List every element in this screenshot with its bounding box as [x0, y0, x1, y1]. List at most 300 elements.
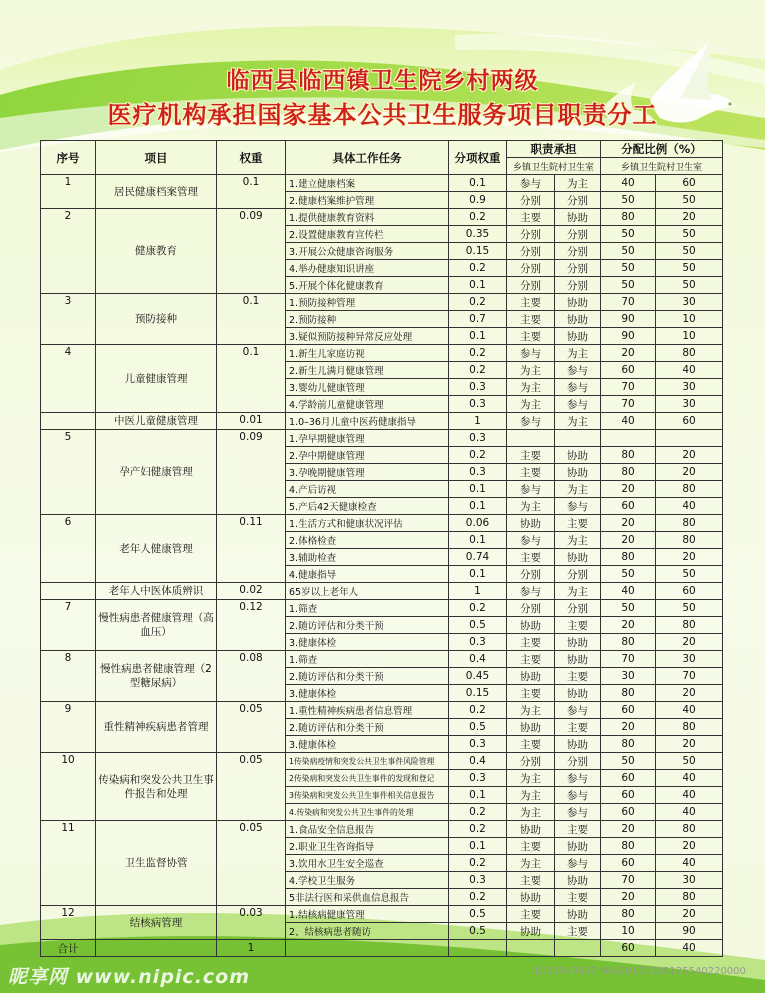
weight-cell: 0.1	[217, 345, 286, 413]
duty-township-cell: 为主	[507, 396, 555, 413]
ratio-village-cell: 90	[656, 923, 723, 940]
table-row	[41, 515, 723, 532]
duty-township-cell: 为主	[507, 787, 555, 804]
duty-township-cell: 主要	[507, 906, 555, 923]
item-cell: 健康教育	[96, 209, 217, 294]
ratio-village-cell: 40	[656, 804, 723, 821]
ratio-village-cell: 50	[656, 566, 723, 583]
weight-cell: 0.01	[217, 413, 286, 430]
sub-weight-cell: 0.1	[449, 328, 507, 345]
table-row	[41, 345, 723, 362]
task-cell: 4.健康指导	[286, 566, 449, 583]
duty-village-cell: 分别	[555, 243, 601, 260]
ratio-village-cell: 80	[656, 532, 723, 549]
task-cell: 1.筛查	[286, 600, 449, 617]
task-cell: 3.孕晚期健康管理	[286, 464, 449, 481]
ratio-township-cell: 50	[601, 277, 656, 294]
task-cell: 3.辅助检查	[286, 549, 449, 566]
duty-village-cell: 为主	[555, 175, 601, 192]
task-cell: 5非法行医和采供血信息报告	[286, 889, 449, 906]
weight-cell: 0.05	[217, 821, 286, 906]
task-cell: 5.开展个体化健康教育	[286, 277, 449, 294]
task-cell: 3.开展公众健康咨询服务	[286, 243, 449, 260]
table-row	[41, 430, 723, 447]
duty-village-cell: 主要	[555, 515, 601, 532]
ratio-village-cell: 50	[656, 243, 723, 260]
ratio-township-cell: 20	[601, 889, 656, 906]
ratio-village-cell: 60	[656, 175, 723, 192]
ratio-village-cell: 30	[656, 294, 723, 311]
ratio-village-cell: 40	[656, 702, 723, 719]
sub-weight-cell: 0.2	[449, 260, 507, 277]
ratio-village-cell: 10	[656, 311, 723, 328]
duty-village-cell: 主要	[555, 668, 601, 685]
ratio-township-cell: 80	[601, 685, 656, 702]
task-cell: 1.新生儿家庭访视	[286, 345, 449, 362]
total-weight: 1	[217, 940, 286, 957]
item-cell: 卫生监督协管	[96, 821, 217, 906]
ratio-township-cell: 60	[601, 498, 656, 515]
ratio-village-cell: 10	[656, 328, 723, 345]
item-cell: 预防接种	[96, 294, 217, 345]
task-cell: 1.建立健康档案	[286, 175, 449, 192]
ratio-township-cell: 60	[601, 804, 656, 821]
seq-cell: 5	[41, 430, 96, 515]
header-ratio: 分配比例（%）	[601, 141, 723, 158]
ratio-village-cell: 20	[656, 736, 723, 753]
duty-township-cell: 分别	[507, 600, 555, 617]
duty-village-cell: 参与	[555, 770, 601, 787]
total-task-empty	[286, 940, 449, 957]
sub-weight-cell: 0.2	[449, 821, 507, 838]
duty-township-cell: 主要	[507, 838, 555, 855]
duty-township-cell: 为主	[507, 362, 555, 379]
sub-weight-cell: 0.3	[449, 464, 507, 481]
weight-cell: 0.1	[217, 175, 286, 209]
duty-village-cell: 主要	[555, 923, 601, 940]
task-cell: 2.健康档案维护管理	[286, 192, 449, 209]
task-cell: 2传染病和突发公共卫生事件的发现和登记	[286, 770, 449, 787]
duty-village-cell: 分别	[555, 600, 601, 617]
ratio-village-cell: 50	[656, 260, 723, 277]
ratio-village-cell: 40	[656, 787, 723, 804]
duty-township-cell: 主要	[507, 464, 555, 481]
seq-cell	[41, 583, 96, 600]
task-cell: 3.健康体检	[286, 736, 449, 753]
seq-cell: 3	[41, 294, 96, 345]
ratio-township-cell: 80	[601, 838, 656, 855]
sub-weight-cell: 0.15	[449, 685, 507, 702]
table-row	[41, 753, 723, 770]
ratio-township-cell: 80	[601, 464, 656, 481]
header-item: 项目	[96, 141, 217, 175]
ratio-village-cell: 50	[656, 277, 723, 294]
sub-weight-cell: 0.5	[449, 719, 507, 736]
ratio-township-cell: 50	[601, 226, 656, 243]
duty-township-cell: 主要	[507, 685, 555, 702]
duty-village-cell: 协助	[555, 685, 601, 702]
duty-village-cell: 协助	[555, 549, 601, 566]
ratio-township-cell: 40	[601, 583, 656, 600]
sub-weight-cell: 0.74	[449, 549, 507, 566]
task-cell: 5.产后42天健康检查	[286, 498, 449, 515]
ratio-village-cell: 20	[656, 447, 723, 464]
task-cell: 2.职业卫生咨询指导	[286, 838, 449, 855]
duty-village-cell: 分别	[555, 226, 601, 243]
ratio-village-cell: 20	[656, 464, 723, 481]
sub-weight-cell: 0.1	[449, 787, 507, 804]
weight-cell: 0.12	[217, 600, 286, 651]
task-cell: 3.健康体检	[286, 685, 449, 702]
duty-village-cell: 主要	[555, 617, 601, 634]
ratio-township-cell: 60	[601, 855, 656, 872]
ratio-village-cell: 50	[656, 753, 723, 770]
ratio-township-cell: 80	[601, 447, 656, 464]
task-cell: 2.新生儿满月健康管理	[286, 362, 449, 379]
ratio-village-cell: 80	[656, 617, 723, 634]
duty-village-cell: 参与	[555, 702, 601, 719]
duty-township-cell: 为主	[507, 702, 555, 719]
ratio-township-cell: 50	[601, 600, 656, 617]
weight-cell: 0.03	[217, 906, 286, 940]
task-cell: 2.预防接种	[286, 311, 449, 328]
ratio-village-cell: 40	[656, 362, 723, 379]
duty-township-cell	[507, 430, 555, 447]
duty-village-cell: 分别	[555, 260, 601, 277]
duty-township-cell: 参与	[507, 345, 555, 362]
header-seq: 序号	[41, 141, 96, 175]
ratio-township-cell: 20	[601, 617, 656, 634]
sub-weight-cell: 0.2	[449, 362, 507, 379]
duty-township-cell: 分别	[507, 566, 555, 583]
duty-township-cell: 为主	[507, 770, 555, 787]
item-cell: 结核病管理	[96, 906, 217, 940]
duty-township-cell: 协助	[507, 923, 555, 940]
header-duty: 职责承担	[507, 141, 601, 158]
task-cell: 4.产后访视	[286, 481, 449, 498]
duty-township-cell: 分别	[507, 226, 555, 243]
duty-table	[40, 140, 723, 957]
sub-weight-cell: 0.9	[449, 192, 507, 209]
ratio-township-cell: 30	[601, 668, 656, 685]
table-body	[41, 175, 723, 957]
duty-township-cell: 参与	[507, 481, 555, 498]
task-cell: 1.重性精神疾病患者信息管理	[286, 702, 449, 719]
duty-village-cell: 协助	[555, 634, 601, 651]
sub-weight-cell: 0.2	[449, 889, 507, 906]
ratio-township-cell: 50	[601, 192, 656, 209]
duty-village-cell: 分别	[555, 192, 601, 209]
weight-cell: 0.09	[217, 209, 286, 294]
duty-village-cell: 协助	[555, 311, 601, 328]
duty-township-cell: 协助	[507, 617, 555, 634]
ratio-village-cell: 20	[656, 209, 723, 226]
duty-township-cell: 参与	[507, 175, 555, 192]
ratio-township-cell	[601, 430, 656, 447]
duty-township-cell: 主要	[507, 634, 555, 651]
table-row	[41, 651, 723, 668]
ratio-township-cell: 60	[601, 770, 656, 787]
ratio-township-cell: 50	[601, 243, 656, 260]
duty-township-cell: 主要	[507, 872, 555, 889]
ratio-township-cell: 20	[601, 481, 656, 498]
table-row	[41, 175, 723, 192]
item-cell: 重性精神疾病患者管理	[96, 702, 217, 753]
header-duty-sub: 乡镇卫生院村卫生室	[507, 158, 601, 175]
sub-weight-cell: 0.3	[449, 396, 507, 413]
duty-township-cell: 参与	[507, 413, 555, 430]
total-duty2-empty	[555, 940, 601, 957]
ratio-village-cell: 80	[656, 821, 723, 838]
total-label: 合计	[41, 940, 96, 957]
total-duty1-empty	[507, 940, 555, 957]
ratio-township-cell: 80	[601, 906, 656, 923]
ratio-township-cell: 40	[601, 413, 656, 430]
sub-weight-cell: 0.3	[449, 770, 507, 787]
sub-weight-cell: 0.4	[449, 651, 507, 668]
duty-village-cell: 为主	[555, 532, 601, 549]
sub-weight-cell: 0.1	[449, 498, 507, 515]
duty-village-cell: 协助	[555, 651, 601, 668]
ratio-village-cell: 70	[656, 668, 723, 685]
task-cell: 2.随访评估和分类干预	[286, 668, 449, 685]
task-cell: 3.健康体检	[286, 634, 449, 651]
duty-village-cell: 参与	[555, 362, 601, 379]
duty-village-cell: 协助	[555, 328, 601, 345]
sub-weight-cell: 1	[449, 583, 507, 600]
task-cell: 2、结核病患者随访	[286, 923, 449, 940]
ratio-township-cell: 70	[601, 651, 656, 668]
sub-weight-cell: 0.2	[449, 447, 507, 464]
sub-weight-cell: 0.45	[449, 668, 507, 685]
sub-weight-cell: 0.1	[449, 532, 507, 549]
task-cell: 3.疑似预防接种异常反应处理	[286, 328, 449, 345]
sub-weight-cell: 0.3	[449, 430, 507, 447]
item-cell: 孕产妇健康管理	[96, 430, 217, 515]
sub-weight-cell: 0.2	[449, 804, 507, 821]
duty-village-cell: 参与	[555, 396, 601, 413]
task-cell: 4.举办健康知识讲座	[286, 260, 449, 277]
ratio-township-cell: 90	[601, 328, 656, 345]
ratio-township-cell: 90	[601, 311, 656, 328]
total-row	[41, 940, 723, 957]
ratio-village-cell: 30	[656, 379, 723, 396]
duty-township-cell: 参与	[507, 583, 555, 600]
task-cell: 1.筛查	[286, 651, 449, 668]
table-row	[41, 906, 723, 923]
weight-cell: 0.1	[217, 294, 286, 345]
duty-village-cell: 协助	[555, 464, 601, 481]
ratio-township-cell: 80	[601, 549, 656, 566]
sub-weight-cell: 0.4	[449, 753, 507, 770]
item-cell: 传染病和突发公共卫生事件报告和处理	[96, 753, 217, 821]
seq-cell: 9	[41, 702, 96, 753]
ratio-village-cell: 30	[656, 396, 723, 413]
task-cell: 1.生活方式和健康状况评估	[286, 515, 449, 532]
duty-township-cell: 主要	[507, 328, 555, 345]
duty-township-cell: 为主	[507, 379, 555, 396]
seq-cell: 8	[41, 651, 96, 702]
total-item-empty	[96, 940, 217, 957]
table-row	[41, 294, 723, 311]
item-cell: 中医儿童健康管理	[96, 413, 217, 430]
seq-cell	[41, 413, 96, 430]
duty-village-cell: 参与	[555, 855, 601, 872]
sub-weight-cell: 0.06	[449, 515, 507, 532]
sub-weight-cell: 0.5	[449, 923, 507, 940]
duty-village-cell: 参与	[555, 498, 601, 515]
title-line-2: 医疗机构承担国家基本公共卫生服务项目职责分工	[107, 101, 658, 129]
duty-township-cell: 协助	[507, 515, 555, 532]
header-task: 具体工作任务	[286, 141, 449, 175]
item-cell: 儿童健康管理	[96, 345, 217, 413]
ratio-village-cell: 20	[656, 549, 723, 566]
task-cell: 1.预防接种管理	[286, 294, 449, 311]
duty-village-cell: 分别	[555, 277, 601, 294]
sub-weight-cell: 0.1	[449, 566, 507, 583]
ratio-township-cell: 20	[601, 821, 656, 838]
weight-cell: 0.02	[217, 583, 286, 600]
duty-village-cell: 协助	[555, 447, 601, 464]
table-row	[41, 821, 723, 838]
ratio-township-cell: 40	[601, 175, 656, 192]
ratio-village-cell: 20	[656, 906, 723, 923]
duty-village-cell: 协助	[555, 872, 601, 889]
header-weight: 权重	[217, 141, 286, 175]
duty-township-cell: 协助	[507, 668, 555, 685]
seq-cell: 11	[41, 821, 96, 906]
ratio-township-cell: 80	[601, 634, 656, 651]
duty-township-cell: 参与	[507, 532, 555, 549]
table-row	[41, 413, 723, 430]
ratio-village-cell: 80	[656, 481, 723, 498]
ratio-township-cell: 80	[601, 209, 656, 226]
sub-weight-cell: 0.2	[449, 702, 507, 719]
duty-township-cell: 为主	[507, 498, 555, 515]
table-row	[41, 209, 723, 226]
duty-village-cell: 协助	[555, 906, 601, 923]
duty-village-cell: 主要	[555, 889, 601, 906]
item-cell: 慢性病患者健康管理（高血压）	[96, 600, 217, 651]
task-cell: 2.体格检查	[286, 532, 449, 549]
ratio-township-cell: 80	[601, 736, 656, 753]
duty-township-cell: 分别	[507, 260, 555, 277]
sub-weight-cell: 0.2	[449, 294, 507, 311]
ratio-village-cell	[656, 430, 723, 447]
seq-cell: 10	[41, 753, 96, 821]
ratio-village-cell: 30	[656, 872, 723, 889]
ratio-village-cell: 40	[656, 498, 723, 515]
ratio-village-cell: 80	[656, 719, 723, 736]
sub-weight-cell: 0.3	[449, 379, 507, 396]
duty-village-cell: 为主	[555, 583, 601, 600]
seq-cell: 1	[41, 175, 96, 209]
duty-village-cell: 参与	[555, 804, 601, 821]
task-cell: 2.设置健康教育宣传栏	[286, 226, 449, 243]
duty-township-cell: 主要	[507, 311, 555, 328]
ratio-village-cell: 20	[656, 634, 723, 651]
ratio-township-cell: 50	[601, 753, 656, 770]
weight-cell: 0.09	[217, 430, 286, 515]
ratio-village-cell: 40	[656, 770, 723, 787]
ratio-township-cell: 20	[601, 345, 656, 362]
duty-village-cell: 为主	[555, 413, 601, 430]
header-ratio-sub: 乡镇卫生院村卫生室	[601, 158, 723, 175]
ratio-village-cell: 50	[656, 600, 723, 617]
ratio-village-cell: 20	[656, 838, 723, 855]
ratio-village-cell: 80	[656, 345, 723, 362]
seq-cell: 2	[41, 209, 96, 294]
ratio-village-cell: 40	[656, 855, 723, 872]
duty-village-cell: 协助	[555, 736, 601, 753]
task-cell: 3传染病和突发公共卫生事件相关信息报告	[286, 787, 449, 804]
seq-cell: 6	[41, 515, 96, 583]
duty-township-cell: 主要	[507, 651, 555, 668]
ratio-township-cell: 10	[601, 923, 656, 940]
weight-cell: 0.08	[217, 651, 286, 702]
duty-village-cell	[555, 430, 601, 447]
task-cell: 1.结核病健康管理	[286, 906, 449, 923]
duty-township-cell: 协助	[507, 719, 555, 736]
sub-weight-cell: 0.35	[449, 226, 507, 243]
task-cell: 1传染病疫情和突发公共卫生事件风险管理	[286, 753, 449, 770]
ratio-village-cell: 30	[656, 651, 723, 668]
sub-weight-cell: 0.15	[449, 243, 507, 260]
duty-township-cell: 分别	[507, 243, 555, 260]
duty-township-cell: 分别	[507, 277, 555, 294]
item-cell: 老年人中医体质辨识	[96, 583, 217, 600]
sub-weight-cell: 0.3	[449, 634, 507, 651]
duty-township-cell: 协助	[507, 889, 555, 906]
ratio-township-cell: 60	[601, 787, 656, 804]
duty-township-cell: 为主	[507, 855, 555, 872]
duty-township-cell: 主要	[507, 549, 555, 566]
ratio-township-cell: 60	[601, 702, 656, 719]
duty-village-cell: 协助	[555, 838, 601, 855]
duty-township-cell: 为主	[507, 804, 555, 821]
watermark-id: ID:23943593 NO:20170305125540220000	[532, 966, 746, 977]
ratio-village-cell: 60	[656, 413, 723, 430]
task-cell: 1.提供健康教育资料	[286, 209, 449, 226]
task-cell: 1.食品安全信息报告	[286, 821, 449, 838]
duty-village-cell: 为主	[555, 481, 601, 498]
weight-cell: 0.11	[217, 515, 286, 583]
duty-township-cell: 主要	[507, 294, 555, 311]
sub-weight-cell: 0.2	[449, 209, 507, 226]
duty-township-cell: 主要	[507, 209, 555, 226]
ratio-village-cell: 50	[656, 192, 723, 209]
task-cell: 1.孕早期健康管理	[286, 430, 449, 447]
task-cell: 65岁以上老年人	[286, 583, 449, 600]
ratio-township-cell: 70	[601, 379, 656, 396]
sub-weight-cell: 0.5	[449, 617, 507, 634]
item-cell: 居民健康档案管理	[96, 175, 217, 209]
task-cell: 1.0–36月儿童中医药健康指导	[286, 413, 449, 430]
duty-village-cell: 为主	[555, 345, 601, 362]
total-subweight-empty	[449, 940, 507, 957]
duty-township-cell: 分别	[507, 753, 555, 770]
total-ratio-village: 40	[656, 940, 723, 957]
table-row	[41, 702, 723, 719]
table-row	[41, 583, 723, 600]
sub-weight-cell: 0.2	[449, 600, 507, 617]
sub-weight-cell: 0.1	[449, 838, 507, 855]
header-sub-weight: 分项权重	[449, 141, 507, 175]
task-cell: 2.随访评估和分类干预	[286, 719, 449, 736]
sub-weight-cell: 0.2	[449, 345, 507, 362]
duty-village-cell: 协助	[555, 209, 601, 226]
duty-village-cell: 分别	[555, 566, 601, 583]
